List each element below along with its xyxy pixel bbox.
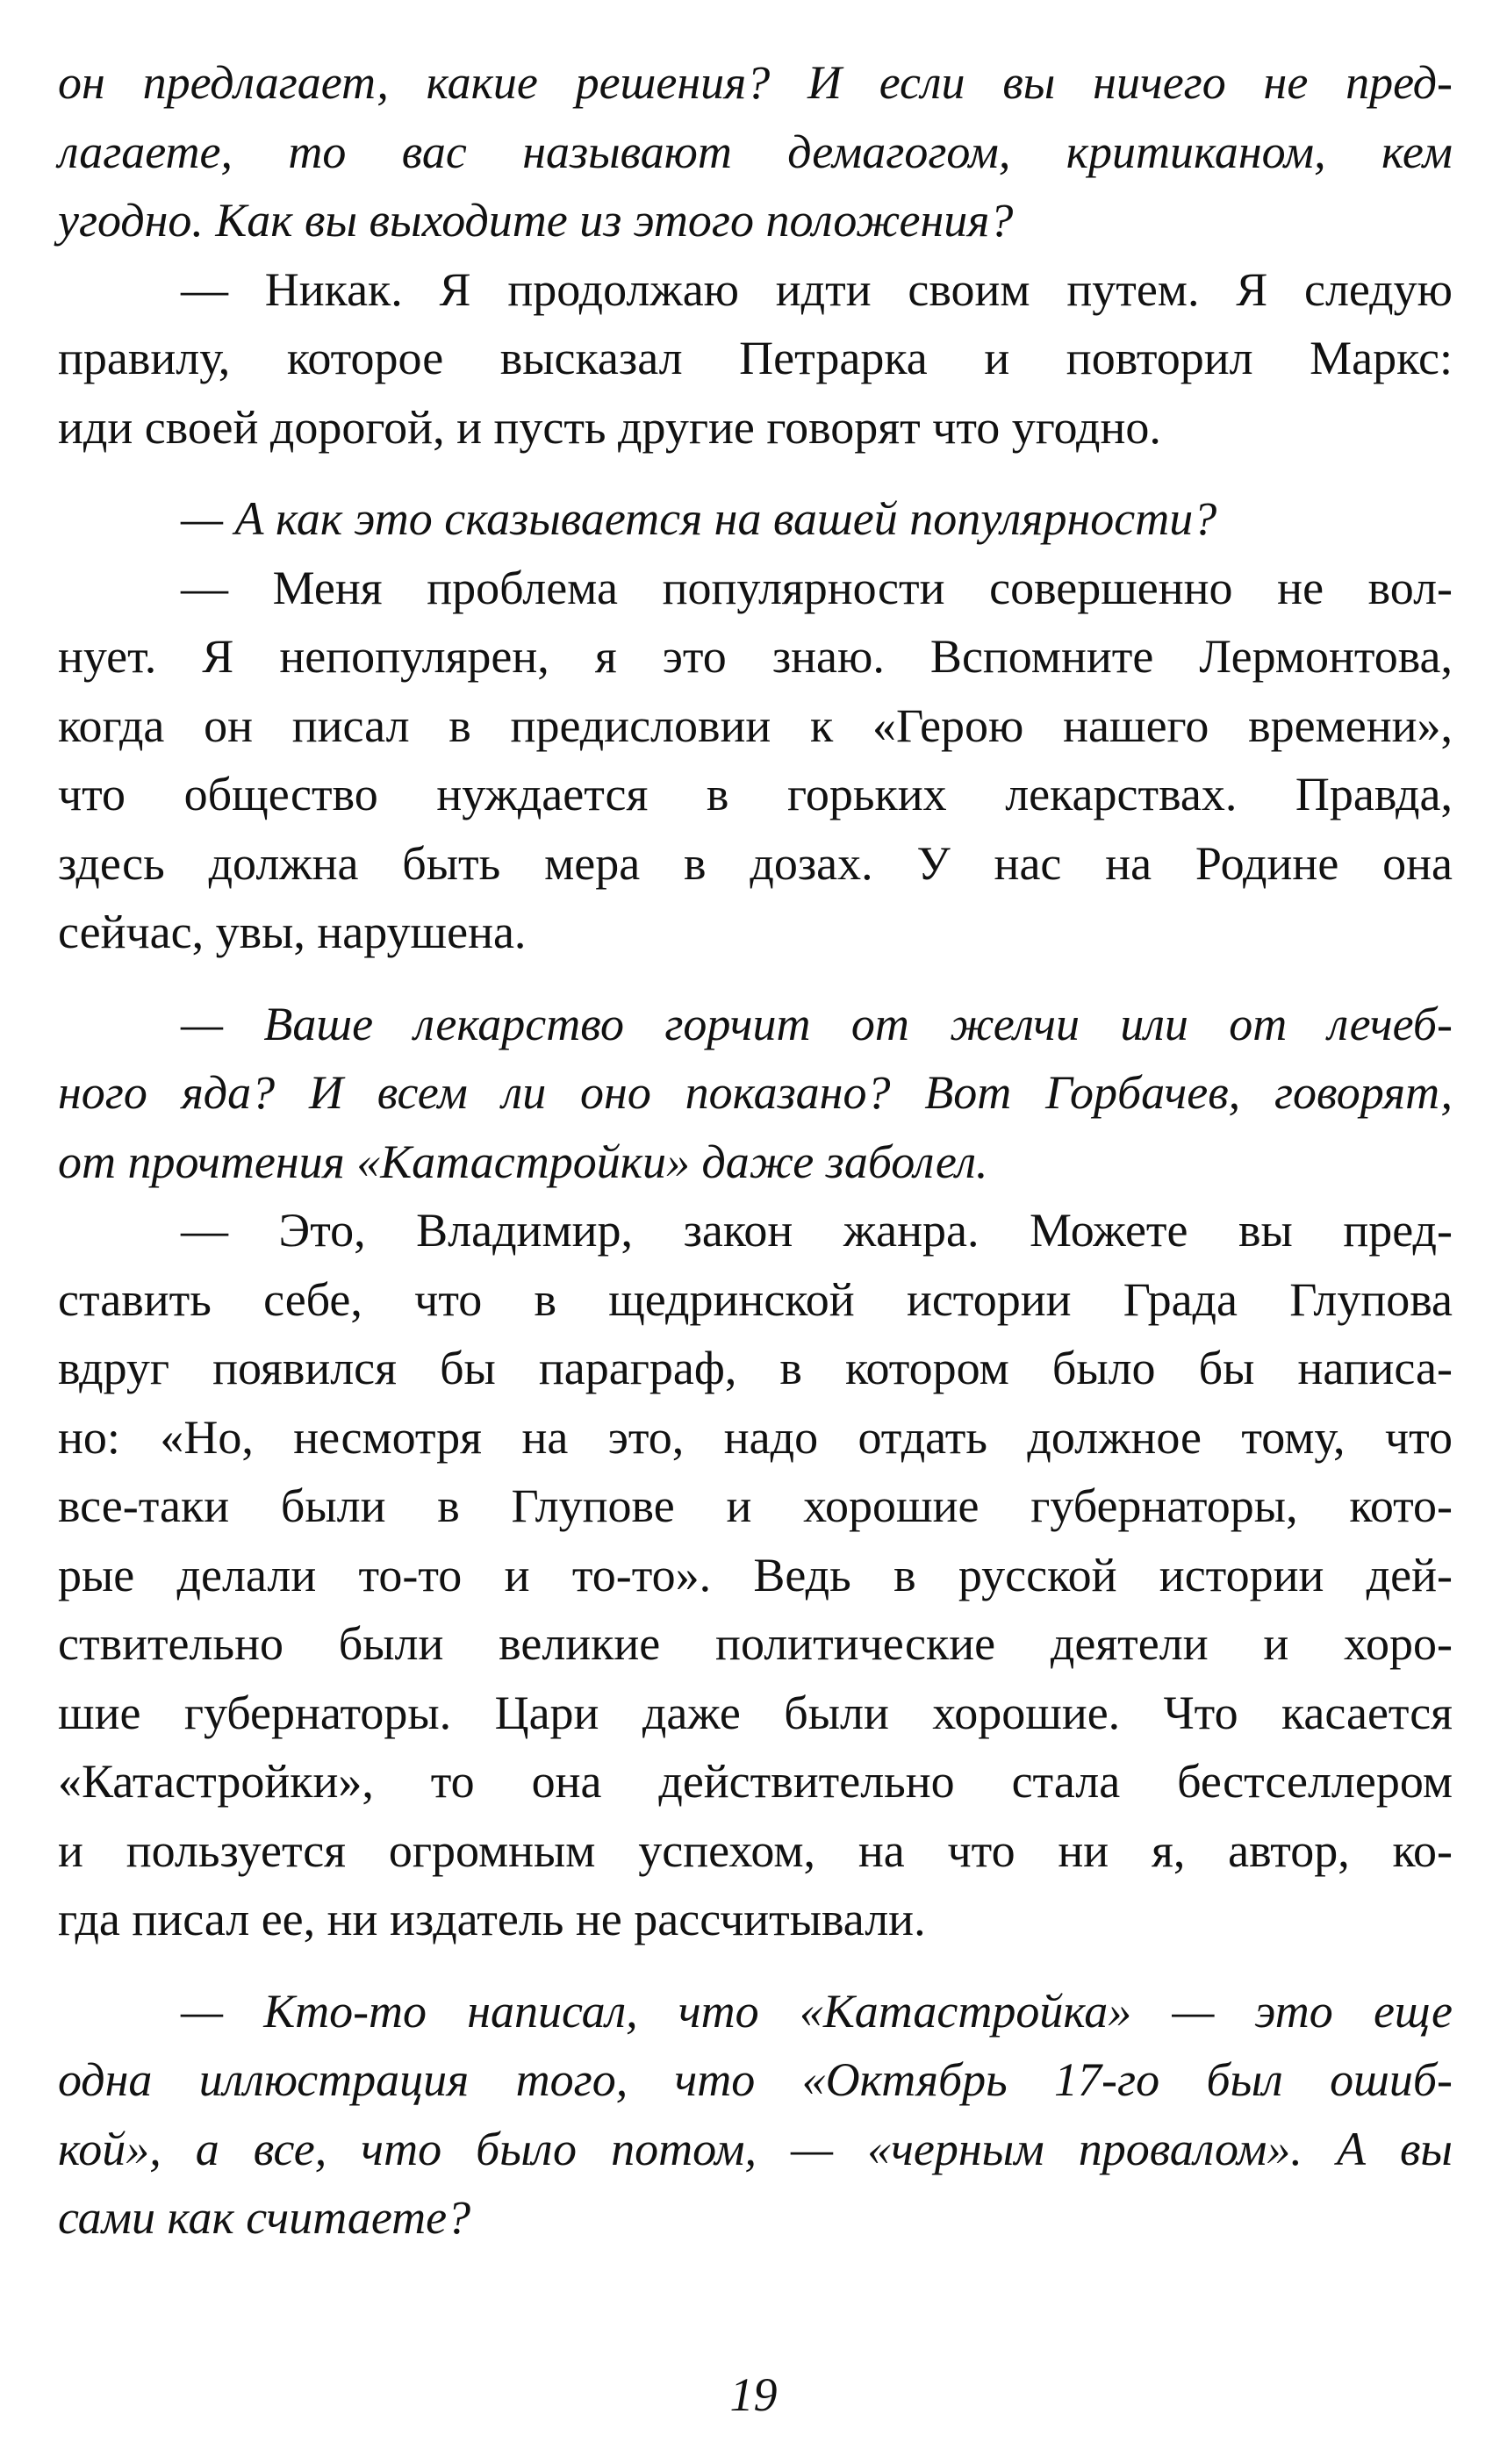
text-line: от прочтения «Катастройки» даже заболел.: [58, 1135, 988, 1188]
text-line: — Ваше лекарство горчит от желчи или от лечеб-: [181, 997, 1453, 1050]
paragraph-gap: [58, 967, 1453, 990]
text-line: и пользуется огромным успехом, на что ни я, автор, ко-: [58, 1823, 1453, 1877]
author-answer: [58, 1196, 1453, 1954]
text-line: одна иллюстрация того, что «Октябрь 17-го был ошиб-: [58, 2053, 1453, 2106]
text-line: здесь должна быть мера в дозах. У нас на Родине она: [58, 836, 1453, 890]
text-line: лагаете, то вас называют демагогом, критиканом, кем: [58, 125, 1453, 178]
text-line: когда он писал в предисловии к «Герою нашего времени»,: [58, 698, 1453, 752]
text-line: что общество нуждается в горьких лекарствах. Правда,: [58, 768, 1453, 820]
page-number: 19: [729, 2368, 778, 2421]
interviewer-question: [58, 48, 1453, 255]
text-line: шие губернаторы. Цари даже были хорошие. Что касается: [58, 1686, 1453, 1739]
text-line: все-таки были в Глупове и хорошие губернаторы, кото-: [58, 1479, 1453, 1532]
paragraph-gap: [58, 462, 1453, 484]
interviewer-question: [58, 990, 1453, 1197]
text-line: рые делали то-то и то-то». Ведь в русской истории дей-: [58, 1548, 1453, 1601]
text-line: ствительно были великие политические деятели и хоро-: [58, 1617, 1453, 1670]
paragraph-gap: [58, 1954, 1453, 1977]
text-line: — Это, Владимир, закон жанра. Можете вы пред-: [181, 1204, 1453, 1257]
text-line: нует. Я непопулярен, я это знаю. Вспомните Лермонтова,: [58, 630, 1453, 683]
text-line: — Никак. Я продолжаю идти своим путем. Я следую: [181, 262, 1453, 316]
text-line: правилу, которое высказал Петрарка и повторил Маркс:: [58, 332, 1453, 384]
text-line: ного яда? И всем ли оно показано? Вот Горбачев, говорят,: [58, 1066, 1453, 1119]
text-line: — Кто-то написал, что «Катастройка» — это еще: [181, 1984, 1453, 2038]
text-line: кой», а все, что было потом, — «черным провалом». А вы: [58, 2122, 1453, 2175]
text-line: иди своей дорогой, и пусть другие говорят что угодно.: [58, 400, 1161, 454]
author-answer: [58, 255, 1453, 462]
text-line: угодно. Как вы выходите из этого положения?: [58, 194, 1014, 247]
page-text-body: [58, 48, 1453, 2253]
text-line: — А как это сказывается на вашей популярности?: [181, 492, 1217, 545]
interviewer-question: [58, 1977, 1453, 2253]
interviewer-question: [58, 484, 1453, 554]
text-line: гда писал ее, ни издатель не рассчитывали.: [58, 1893, 926, 1945]
text-line: он предлагает, какие решения? И если вы ничего не пред-: [58, 56, 1453, 109]
text-line: но: «Но, несмотря на это, надо отдать должное тому, что: [58, 1410, 1453, 1464]
text-line: «Катастройки», то она действительно стала бестселлером: [58, 1755, 1453, 1808]
text-line: — Меня проблема популярности совершенно не вол-: [181, 561, 1453, 614]
text-line: вдруг появился бы параграф, в котором было бы написа-: [58, 1342, 1453, 1394]
author-answer: [58, 554, 1453, 967]
text-line: ставить себе, что в щедринской истории Града Глупова: [58, 1272, 1453, 1326]
text-line: сейчас, увы, нарушена.: [58, 906, 527, 958]
text-line: сами как считаете?: [58, 2191, 471, 2244]
